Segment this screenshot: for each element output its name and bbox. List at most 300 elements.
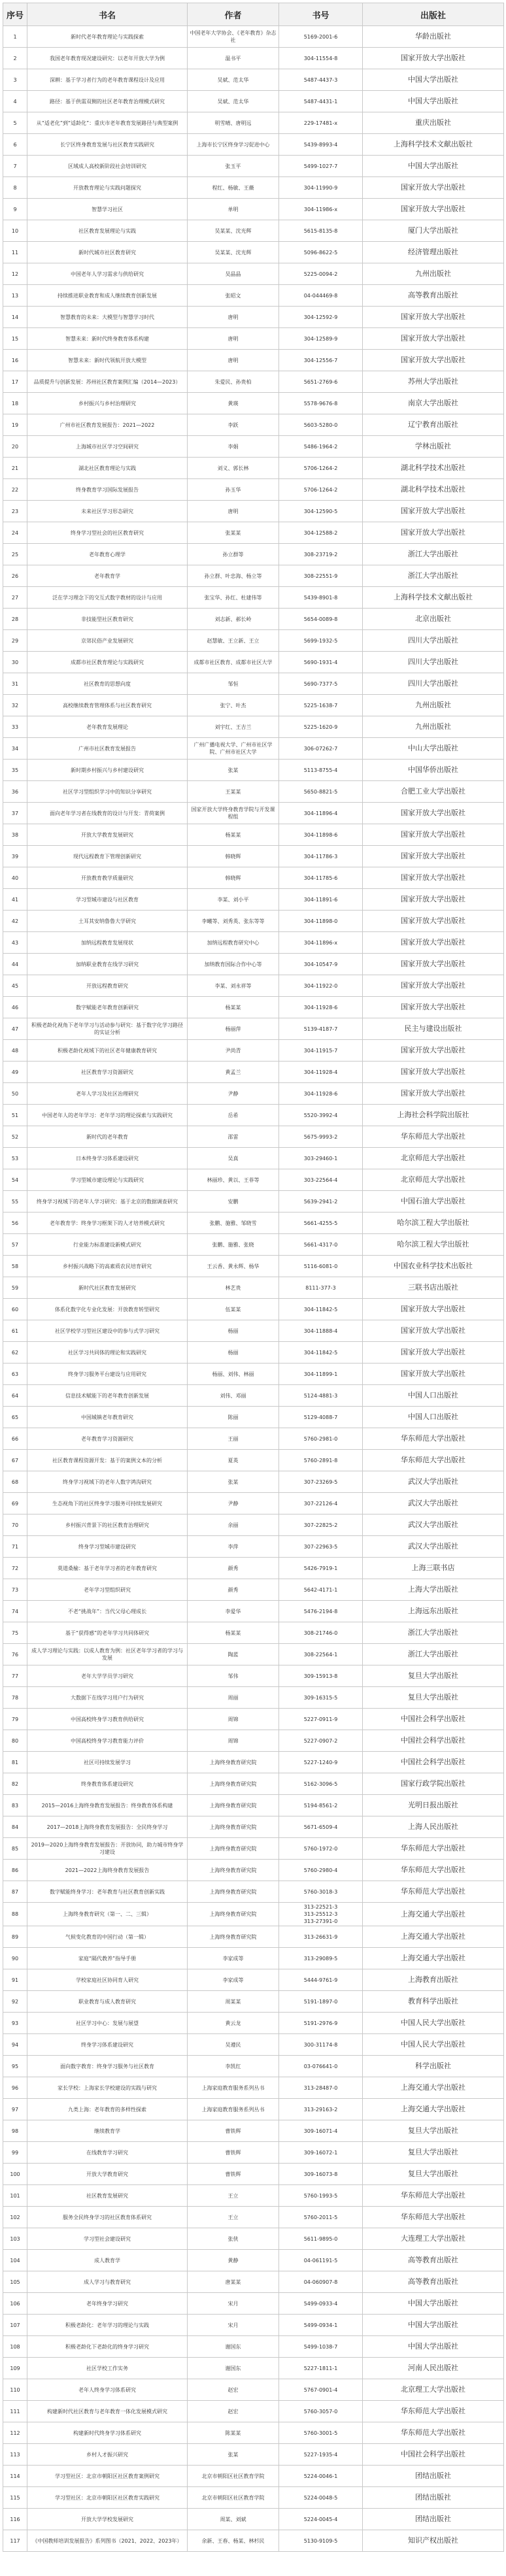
cell-author: 曹铁辉 xyxy=(188,2164,279,2185)
cell-publisher: 复旦大学出版社 xyxy=(363,1687,504,1709)
cell-isbn: 309-16073-8 xyxy=(279,2164,363,2185)
cell-author: 李娟 xyxy=(188,436,279,458)
cell-isbn: 5650-8821-5 xyxy=(279,781,363,803)
cell-publisher: 浙江大学出版社 xyxy=(363,565,504,587)
cell-no: 70 xyxy=(3,1514,27,1536)
cell-publisher: 中国石油大学出版社 xyxy=(363,1191,504,1213)
cell-title: 积极老龄化：老年学习的理论与实践 xyxy=(27,2315,188,2336)
table-row xyxy=(3,307,504,328)
cell-publisher: 国家开放大学出版社 xyxy=(363,522,504,544)
cell-publisher: 国家开放大学出版社 xyxy=(363,954,504,975)
table-row xyxy=(3,26,504,48)
cell-title: 数字赋能老年教育创新研究 xyxy=(27,997,188,1018)
table-row xyxy=(3,2250,504,2271)
cell-isbn: 5760-3001-5 xyxy=(279,2422,363,2444)
cell-author: 颜秀 xyxy=(188,1579,279,1601)
cell-no: 107 xyxy=(3,2315,27,2336)
cell-title: 学习型城市建设理论与实践研究 xyxy=(27,1169,188,1191)
cell-author: 孙玉华 xyxy=(188,479,279,501)
cell-publisher: 复旦大学出版社 xyxy=(363,2164,504,2185)
cell-isbn: 304-10547-9 xyxy=(279,954,363,975)
cell-author: 陈丽 xyxy=(188,1407,279,1428)
cell-title: 气候变化教育的中国行动（第一辑） xyxy=(27,1926,188,1948)
cell-isbn: 308-22564-1 xyxy=(279,1644,363,1665)
cell-no: 98 xyxy=(3,2120,27,2142)
cell-publisher: 上海交通大学出版社 xyxy=(363,2077,504,2099)
cell-title: 家庭“隔代教养”指导手册 xyxy=(27,1948,188,1969)
cell-publisher: 三联书店出版社 xyxy=(363,1277,504,1299)
cell-isbn: 5191-2976-9 xyxy=(279,2013,363,2034)
cell-publisher: 华东师范大学出版社 xyxy=(363,1860,504,1881)
cell-no: 11 xyxy=(3,242,27,263)
table-row xyxy=(3,1838,504,1860)
cell-title: 开放教育理论与实践问题探究 xyxy=(27,177,188,199)
cell-title: 从“适老化”到“适龄化”：重庆市老年教育发展路径与典型案例 xyxy=(27,112,188,134)
cell-no: 61 xyxy=(3,1320,27,1342)
cell-isbn: 313-29089-5 xyxy=(279,1948,363,1969)
cell-publisher: 国家开放大学出版社 xyxy=(363,824,504,846)
cell-author: 余新、王春、杨某、林杉民 xyxy=(188,2530,279,2552)
cell-publisher: 中国大学出版社 xyxy=(363,91,504,112)
cell-no: 93 xyxy=(3,2013,27,2034)
cell-isbn: 304-12556-7 xyxy=(279,350,363,371)
cell-publisher: 国家开放大学出版社 xyxy=(363,975,504,997)
table-row xyxy=(3,846,504,867)
cell-publisher: 国家开放大学出版社 xyxy=(363,307,504,328)
table-row xyxy=(3,2401,504,2422)
cell-author: 周锦 xyxy=(188,1730,279,1752)
cell-author: 国家开放大学终身教育学院与开发课程组 xyxy=(188,803,279,824)
cell-publisher: 四川大学出版社 xyxy=(363,673,504,695)
cell-no: 45 xyxy=(3,975,27,997)
cell-isbn: 309-15913-8 xyxy=(279,1665,363,1687)
cell-no: 51 xyxy=(3,1105,27,1126)
cell-title: 行业能力标准建设新模式研究 xyxy=(27,1234,188,1256)
cell-isbn: 5767-0901-4 xyxy=(279,2379,363,2401)
cell-title: 中国高校终身学习教育供给研究 xyxy=(27,1709,188,1730)
cell-publisher: 光明日报出版社 xyxy=(363,1795,504,1816)
cell-author: 上海终身教育研究院 xyxy=(188,1860,279,1881)
cell-author: 张某 xyxy=(188,760,279,781)
cell-title: 智慧未来：新时代终身教育体系构建 xyxy=(27,328,188,350)
cell-isbn: 304-11891-6 xyxy=(279,889,363,911)
cell-title: 上海终身教育研究（第一、二、三辑） xyxy=(27,1903,188,1926)
cell-isbn: 5227-0907-2 xyxy=(279,1730,363,1752)
cell-no: 64 xyxy=(3,1385,27,1407)
cell-title: 学习型社区：北京市朝阳区社区教育案例研究 xyxy=(27,2466,188,2487)
table-row xyxy=(3,1407,504,1428)
cell-no: 87 xyxy=(3,1881,27,1903)
cell-isbn: 5486-1964-2 xyxy=(279,436,363,458)
cell-no: 50 xyxy=(3,1083,27,1105)
cell-publisher: 国家开放大学出版社 xyxy=(363,177,504,199)
cell-author: 张鹏、施雅、邹晓雪 xyxy=(188,1213,279,1234)
cell-isbn: 307-22963-5 xyxy=(279,1536,363,1558)
cell-publisher: 九州出版社 xyxy=(363,695,504,716)
cell-isbn: 5227-1811-1 xyxy=(279,2358,363,2379)
cell-isbn: 304-11899-1 xyxy=(279,1363,363,1385)
table-row xyxy=(3,1644,504,1665)
cell-author: 成都市社区教育、成都市社区大学 xyxy=(188,652,279,673)
cell-title: 新时代的老年教育 xyxy=(27,1126,188,1148)
cell-isbn: 5487-4437-3 xyxy=(279,69,363,91)
cell-publisher: 华东师范大学出版社 xyxy=(363,2185,504,2207)
cell-isbn: 8111-377-3 xyxy=(279,1277,363,1299)
cell-isbn: 309-16071-4 xyxy=(279,2120,363,2142)
table-row xyxy=(3,1991,504,2013)
cell-isbn: 304-11554-8 xyxy=(279,48,363,69)
cell-no: 52 xyxy=(3,1126,27,1148)
cell-publisher: 国家开放大学出版社 xyxy=(363,328,504,350)
cell-isbn: 5124-4881-3 xyxy=(279,1385,363,1407)
table-row xyxy=(3,2142,504,2164)
cell-author: 张某 xyxy=(188,2444,279,2466)
cell-title: 开放大学学校发展研究 xyxy=(27,2509,188,2530)
cell-publisher: 华东师范大学出版社 xyxy=(363,1838,504,1860)
table-row xyxy=(3,1709,504,1730)
cell-publisher: 上海交通大学出版社 xyxy=(363,1926,504,1948)
cell-publisher: 华东师范大学出版社 xyxy=(363,1450,504,1471)
cell-no: 102 xyxy=(3,2207,27,2228)
cell-publisher: 北京师范大学出版社 xyxy=(363,1169,504,1191)
cell-isbn: 5690-1931-4 xyxy=(279,652,363,673)
cell-title: 中国老年人的老年学习：老年学习的理论探索与实践研究 xyxy=(27,1105,188,1126)
cell-isbn: 304-11928-6 xyxy=(279,997,363,1018)
cell-author: 张宁、叶杰 xyxy=(188,695,279,716)
cell-title: 老年教育学：终身学习框架下的人才培养模式研究 xyxy=(27,1213,188,1234)
cell-author: 杨丽、刘伟、林丽 xyxy=(188,1363,279,1385)
cell-no: 25 xyxy=(3,544,27,565)
cell-isbn: 5675-9993-2 xyxy=(279,1126,363,1148)
cell-publisher: 上海交通大学出版社 xyxy=(363,1948,504,1969)
table-row xyxy=(3,1277,504,1299)
cell-author: 李爱华 xyxy=(188,1601,279,1622)
cell-no: 43 xyxy=(3,932,27,954)
cell-publisher: 苏州大学出版社 xyxy=(363,371,504,393)
cell-no: 19 xyxy=(3,414,27,436)
table-row xyxy=(3,889,504,911)
cell-no: 46 xyxy=(3,997,27,1018)
cell-no: 48 xyxy=(3,1040,27,1062)
cell-no: 56 xyxy=(3,1213,27,1234)
cell-no: 57 xyxy=(3,1234,27,1256)
cell-author: 上海市长宁区终身学习促进中心 xyxy=(188,134,279,156)
cell-author: 尹静 xyxy=(188,1083,279,1105)
cell-publisher: 重庆出版社 xyxy=(363,112,504,134)
cell-no: 74 xyxy=(3,1601,27,1622)
cell-title: 日本终身学习体系建设研究 xyxy=(27,1148,188,1169)
cell-isbn: 5224-0046-1 xyxy=(279,2466,363,2487)
cell-publisher: 国家开放大学出版社 xyxy=(363,48,504,69)
table-row xyxy=(3,1665,504,1687)
table-row xyxy=(3,1018,504,1040)
cell-no: 14 xyxy=(3,307,27,328)
cell-author: 吴遵民 xyxy=(188,2034,279,2056)
cell-isbn: 5439-8901-8 xyxy=(279,587,363,609)
cell-publisher: 中国社会科学出版社 xyxy=(363,2444,504,2466)
cell-isbn: 304-11786-3 xyxy=(279,846,363,867)
cell-isbn: 5760-1972-0 xyxy=(279,1838,363,1860)
cell-author: 周锦 xyxy=(188,1709,279,1730)
cell-title: 莫道桑榆：基于老年学习者的老年教育研究 xyxy=(27,1558,188,1579)
cell-author: 中国老年大学协会、《老年教育》杂志社 xyxy=(188,26,279,48)
cell-no: 12 xyxy=(3,263,27,285)
cell-publisher: 国家开放大学出版社 xyxy=(363,867,504,889)
table-row xyxy=(3,199,504,220)
cell-author: 广州广播电视大学、广州市社区学院、广州市社区大学 xyxy=(188,738,279,760)
cell-isbn: 5651-2769-6 xyxy=(279,371,363,393)
cell-title: 信息技术赋能下的老年教育创新发展 xyxy=(27,1385,188,1407)
cell-author: 黄瑛 xyxy=(188,393,279,414)
cell-isbn: 307-23269-5 xyxy=(279,1471,363,1493)
cell-author: 上海终身教育研究院 xyxy=(188,1795,279,1816)
table-row xyxy=(3,1450,504,1471)
table-row xyxy=(3,1795,504,1816)
cell-publisher: 知识产权出版社 xyxy=(363,2530,504,2552)
table-row xyxy=(3,2228,504,2250)
cell-title: 成都市社区教育理论与实践研究 xyxy=(27,652,188,673)
cell-no: 101 xyxy=(3,2185,27,2207)
table-row xyxy=(3,2466,504,2487)
cell-title: 京郊民俗产业发展研究 xyxy=(27,630,188,652)
cell-title: 社区学习型组织学习中的知识分享研究 xyxy=(27,781,188,803)
cell-author: 吴某某、沈光辉 xyxy=(188,220,279,242)
table-row xyxy=(3,1730,504,1752)
table-row xyxy=(3,2487,504,2509)
table-row xyxy=(3,716,504,738)
header-row xyxy=(3,3,504,26)
cell-title: 老年人学习及社区治理研究 xyxy=(27,1083,188,1105)
cell-publisher: 上海教育出版社 xyxy=(363,1969,504,1991)
cell-author: 张某 xyxy=(188,1471,279,1493)
cell-no: 115 xyxy=(3,2487,27,2509)
table-row xyxy=(3,565,504,587)
cell-isbn: 5444-9761-9 xyxy=(279,1969,363,1991)
cell-publisher: 北京师范大学出版社 xyxy=(363,1148,504,1169)
cell-author: 李曦等、刘秀英、张东等等 xyxy=(188,911,279,932)
cell-title: 构建新时代终身学习体系研究 xyxy=(27,2422,188,2444)
table-row xyxy=(3,501,504,522)
cell-isbn: 5169-2001-6 xyxy=(279,26,363,48)
cell-author: 曹铁辉 xyxy=(188,2142,279,2164)
cell-isbn: 5706-1264-2 xyxy=(279,479,363,501)
cell-publisher: 中国人民大学出版社 xyxy=(363,2013,504,2034)
cell-author: 黄云龙 xyxy=(188,2013,279,2034)
cell-title: 乡村人才振兴研究 xyxy=(27,2444,188,2466)
table-row xyxy=(3,1385,504,1407)
table-row xyxy=(3,1579,504,1601)
cell-author: 王立 xyxy=(188,2207,279,2228)
cell-title: 学习型城市建设与社区教育 xyxy=(27,889,188,911)
cell-author: 张鹏、施雅、张晓 xyxy=(188,1234,279,1256)
cell-author: 唐某某 xyxy=(188,2271,279,2293)
cell-author: 邹伟 xyxy=(188,1665,279,1687)
cell-publisher: 中国社会科学出版社 xyxy=(363,1752,504,1773)
cell-isbn: 5227-1935-4 xyxy=(279,2444,363,2466)
cell-isbn: 304-11928-6 xyxy=(279,1083,363,1105)
cell-isbn: 304-11896-x xyxy=(279,932,363,954)
cell-author: 邹恒 xyxy=(188,673,279,695)
cell-no: 5 xyxy=(3,112,27,134)
cell-title: 服务全民终身学习的社区教育体系研究 xyxy=(27,2207,188,2228)
cell-title: 新时代老年教育理论与实践探索 xyxy=(27,26,188,48)
cell-author: 上海终身教育研究院 xyxy=(188,1903,279,1926)
table-row xyxy=(3,1860,504,1881)
cell-publisher: 中山大学出版社 xyxy=(363,738,504,760)
cell-publisher: 中国大学出版社 xyxy=(363,2293,504,2315)
table-row xyxy=(3,1773,504,1795)
cell-no: 73 xyxy=(3,1579,27,1601)
cell-no: 41 xyxy=(3,889,27,911)
cell-no: 91 xyxy=(3,1969,27,1991)
cell-isbn: 5426-7919-1 xyxy=(279,1558,363,1579)
cell-no: 1 xyxy=(3,26,27,48)
cell-title: 持续推进职业教育和成人继续教育创新发展 xyxy=(27,285,188,307)
cell-publisher: 国家开放大学出版社 xyxy=(363,889,504,911)
table-row xyxy=(3,1191,504,1213)
cell-title: 中国老年人学习需求与供给研究 xyxy=(27,263,188,285)
cell-title: 开放远程教育研究 xyxy=(27,975,188,997)
cell-author: 上海终身教育研究院 xyxy=(188,1816,279,1838)
table-row xyxy=(3,1536,504,1558)
table-row xyxy=(3,2293,504,2315)
table-row xyxy=(3,2120,504,2142)
cell-no: 42 xyxy=(3,911,27,932)
cell-publisher: 浙江大学出版社 xyxy=(363,1644,504,1665)
table-row xyxy=(3,2164,504,2185)
cell-author: 上海终身教育研究院 xyxy=(188,1838,279,1860)
cell-isbn: 5225-1638-7 xyxy=(279,695,363,716)
cell-author: 曹铁辉 xyxy=(188,2120,279,2142)
cell-author: 杨某某 xyxy=(188,824,279,846)
cell-isbn: 229-17481-x xyxy=(279,112,363,134)
cell-author: 邵雷 xyxy=(188,1126,279,1148)
cell-no: 38 xyxy=(3,824,27,846)
cell-isbn: 5227-1240-9 xyxy=(279,1752,363,1773)
cell-title: 非技能型社区教育研究 xyxy=(27,609,188,630)
cell-author: 刘志新、郝长岭 xyxy=(188,609,279,630)
cell-isbn: 304-11922-0 xyxy=(279,975,363,997)
cell-no: 35 xyxy=(3,760,27,781)
header-no: 序号 xyxy=(3,3,27,26)
cell-title: 泛在学习理念下的交互式数字教材的设计与应用 xyxy=(27,587,188,609)
cell-isbn: 5760-2980-4 xyxy=(279,1860,363,1881)
cell-publisher: 国家开放大学出版社 xyxy=(363,1320,504,1342)
table-row xyxy=(3,824,504,846)
cell-title: 构建新时代社区教育与老年教育一体化发展模式研究 xyxy=(27,2401,188,2422)
cell-no: 44 xyxy=(3,954,27,975)
cell-publisher: 华龄出版社 xyxy=(363,26,504,48)
cell-title: 新时期乡村振兴与乡村建设研究 xyxy=(27,760,188,781)
cell-publisher: 中国大学出版社 xyxy=(363,2315,504,2336)
cell-publisher: 四川大学出版社 xyxy=(363,630,504,652)
cell-author: 上海家庭教育服务系列丛书 xyxy=(188,2077,279,2099)
cell-author: 伍某某 xyxy=(188,1299,279,1320)
cell-publisher: 国家开放大学出版社 xyxy=(363,199,504,220)
cell-publisher: 上海科学技术文献出版社 xyxy=(363,134,504,156)
cell-title: 老年终身学习研究 xyxy=(27,2293,188,2315)
table-row xyxy=(3,1752,504,1773)
cell-author: 夏英 xyxy=(188,1450,279,1471)
table-row xyxy=(3,803,504,824)
cell-isbn: 5639-2941-2 xyxy=(279,1191,363,1213)
table-row xyxy=(3,436,504,458)
cell-isbn: 5191-1897-0 xyxy=(279,1991,363,2013)
cell-author: 加纳远程教育研究中心 xyxy=(188,932,279,954)
cell-title: 终身学习视域下的老年人学习研究：基于北京的数据调查研究 xyxy=(27,1191,188,1213)
cell-no: 99 xyxy=(3,2142,27,2164)
cell-publisher: 华东师范大学出版社 xyxy=(363,1881,504,1903)
cell-no: 34 xyxy=(3,738,27,760)
cell-author: 赵慧敏、王立新、王立 xyxy=(188,630,279,652)
cell-publisher: 国家开放大学出版社 xyxy=(363,1062,504,1083)
cell-no: 83 xyxy=(3,1795,27,1816)
cell-title: 中国城镇老年教育研究 xyxy=(27,1407,188,1428)
table-row xyxy=(3,1622,504,1644)
cell-publisher: 中国人口出版社 xyxy=(363,1385,504,1407)
cell-author: 张玉平 xyxy=(188,156,279,177)
cell-isbn: 304-12590-5 xyxy=(279,501,363,522)
cell-isbn: 04-044469-8 xyxy=(279,285,363,307)
cell-isbn: 5760-2981-0 xyxy=(279,1428,363,1450)
cell-no: 39 xyxy=(3,846,27,867)
cell-author: 李家成等 xyxy=(188,1948,279,1969)
cell-no: 33 xyxy=(3,716,27,738)
cell-author: 杨某某 xyxy=(188,1622,279,1644)
cell-title: 成人学习理论与实践：以成人教育为例：社区老年学习者的学习与发展 xyxy=(27,1644,188,1665)
cell-isbn: 5671-6509-4 xyxy=(279,1816,363,1838)
cell-isbn: 304-11898-6 xyxy=(279,824,363,846)
cell-title: 路径：基于供需双侧的社区老年教育治理模式研究 xyxy=(27,91,188,112)
cell-publisher: 上海远东出版社 xyxy=(363,1601,504,1622)
cell-no: 110 xyxy=(3,2379,27,2401)
table-row xyxy=(3,1040,504,1062)
cell-title: 职业教育与成人教育研究 xyxy=(27,1991,188,2013)
table-row xyxy=(3,1969,504,1991)
cell-publisher: 河南人民出版社 xyxy=(363,2358,504,2379)
cell-author: 王云香、黄永辉、杨华 xyxy=(188,1256,279,1277)
cell-isbn: 5760-2891-8 xyxy=(279,1450,363,1471)
cell-no: 40 xyxy=(3,867,27,889)
cell-publisher: 武汉大学出版社 xyxy=(363,1536,504,1558)
cell-isbn: 5129-4088-7 xyxy=(279,1407,363,1428)
cell-isbn: 5661-4255-5 xyxy=(279,1213,363,1234)
cell-title: 学校家庭社区协同育人研究 xyxy=(27,1969,188,1991)
cell-title: 在线教育学习研究 xyxy=(27,2142,188,2164)
cell-no: 89 xyxy=(3,1926,27,1948)
cell-no: 59 xyxy=(3,1277,27,1299)
table-row xyxy=(3,134,504,156)
cell-publisher: 合肥工业大学出版社 xyxy=(363,781,504,803)
cell-no: 63 xyxy=(3,1363,27,1385)
cell-no: 69 xyxy=(3,1493,27,1514)
cell-isbn: 5499-0933-4 xyxy=(279,2293,363,2315)
cell-author: 李家成等 xyxy=(188,1969,279,1991)
cell-title: 新时代社区教育发展研究 xyxy=(27,1277,188,1299)
cell-title: 开放大学教育研究 xyxy=(27,2164,188,2185)
cell-isbn: 309-16072-1 xyxy=(279,2142,363,2164)
cell-isbn: 5642-4171-1 xyxy=(279,1579,363,1601)
cell-no: 53 xyxy=(3,1148,27,1169)
cell-title: 老年教育学 xyxy=(27,565,188,587)
cell-no: 28 xyxy=(3,609,27,630)
table-row xyxy=(3,1299,504,1320)
cell-no: 65 xyxy=(3,1407,27,1428)
table-row xyxy=(3,2034,504,2056)
cell-author: 上海终身教育研究院 xyxy=(188,1773,279,1795)
table-row xyxy=(3,2336,504,2358)
cell-title: 老年人终身学习体系研究 xyxy=(27,2379,188,2401)
